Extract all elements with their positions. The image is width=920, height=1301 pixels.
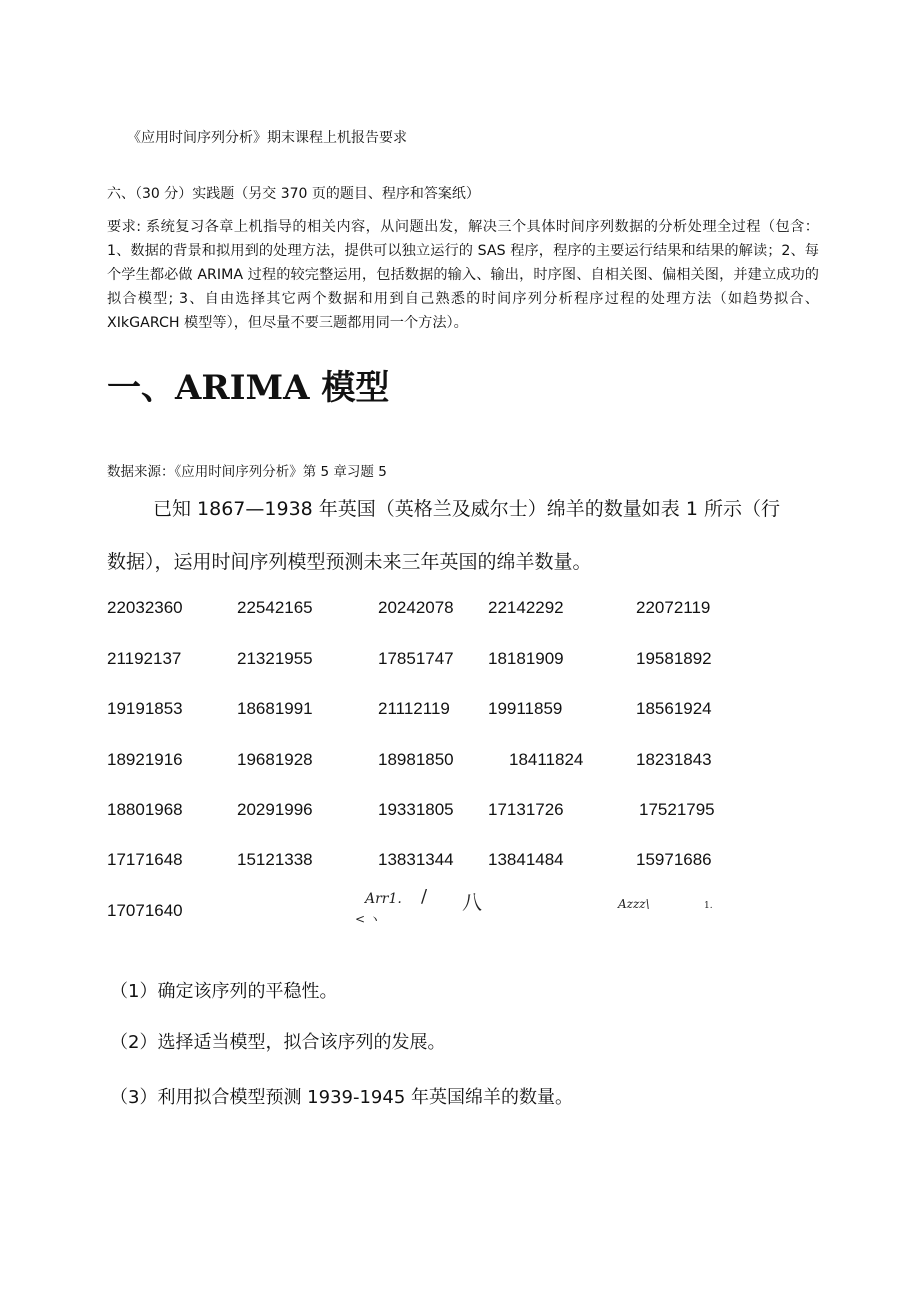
scan-artifact: < ヽ [355, 912, 381, 926]
table-cell: 18181909 [488, 649, 564, 668]
table-cell: 22072119 [636, 598, 711, 617]
table-cell: 19681928 [237, 750, 313, 769]
scan-artifact: / [421, 886, 428, 907]
table-cell: 21321955 [237, 649, 313, 668]
table-cell: 18681991 [237, 699, 313, 718]
question-2: （2）选择适当模型，拟合该序列的发展。 [110, 1032, 446, 1053]
scan-artifact: 1. [704, 901, 713, 911]
table-cell: 18411824 [509, 750, 584, 769]
section-heading: 六、（30 分）实践题（另交 370 页的题目、程序和答案纸） [107, 186, 480, 202]
table-cell: 17131726 [488, 800, 564, 819]
question-1: （1）确定该序列的平稳性。 [110, 981, 338, 1002]
intro-line-1: 已知 1867—1938 年英国（英格兰及威尔士）绵羊的数量如表 1 所示（行 [153, 498, 780, 520]
table-cell: 21112119 [378, 699, 450, 718]
data-source: 数据来源：《应用时间序列分析》第 5 章习题 5 [107, 464, 387, 480]
table-cell: 18801968 [107, 800, 183, 819]
table-cell: 17071640 [107, 901, 183, 920]
table-cell: 22032360 [107, 598, 183, 617]
table-cell: 15971686 [636, 850, 712, 869]
table-cell: 19581892 [636, 649, 712, 668]
table-cell: 19911859 [488, 699, 563, 718]
table-cell: 21192137 [107, 649, 182, 668]
scan-artifact: Arr1. [365, 891, 402, 907]
intro-line-2: 数据），运用时间序列模型预测未来三年英国的绵羊数量。 [107, 551, 592, 573]
table-cell: 19331805 [378, 800, 454, 819]
scan-artifact: Azzz\ [618, 897, 650, 911]
table-cell: 15121338 [237, 850, 313, 869]
table-cell: 18921916 [107, 750, 183, 769]
table-cell: 20291996 [237, 800, 313, 819]
table-cell: 18231843 [636, 750, 712, 769]
table-cell: 22142292 [488, 598, 564, 617]
table-cell: 18561924 [636, 699, 712, 718]
table-cell: 22542165 [237, 598, 313, 617]
table-cell: 17171648 [107, 850, 183, 869]
table-cell: 17521795 [639, 800, 715, 819]
table-cell: 19191853 [107, 699, 183, 718]
table-cell: 20242078 [378, 598, 454, 617]
scan-artifact: 八 [462, 890, 482, 914]
table-cell: 13831344 [378, 850, 454, 869]
table-cell: 18981850 [378, 750, 454, 769]
arima-heading: 一、ARIMA 模型 [107, 368, 390, 408]
table-cell: 17851747 [378, 649, 454, 668]
requirements-paragraph: 要求: 系统复习各章上机指导的相关内容，从问题出发，解决三个具体时间序列数据的分析处理全过程（包含：1、数据的背景和拟用到的处理方法，提供可以独立运行的 SAS 程序，程序的主要运行结果和结果的解读；2、每个学生都必做 ARIMA 过程的较完整运用，包括数据的输入、输出，时序图、自相关图、偏相关图，并建立成功的拟合模型; 3、自由选择其它两个数据和用到自己熟悉的时间序列分析程序过程的处理方法（如趋势拟合、XIkGARCH 模型等），但尽量不要三题都用同一个方法）。 [107, 219, 819, 331]
table-cell: 13841484 [488, 850, 564, 869]
question-3: （3）利用拟合模型预测 1939-1945 年英国绵羊的数量。 [110, 1087, 574, 1108]
document-title: 《应用时间序列分析》期末课程上机报告要求 [127, 130, 407, 146]
